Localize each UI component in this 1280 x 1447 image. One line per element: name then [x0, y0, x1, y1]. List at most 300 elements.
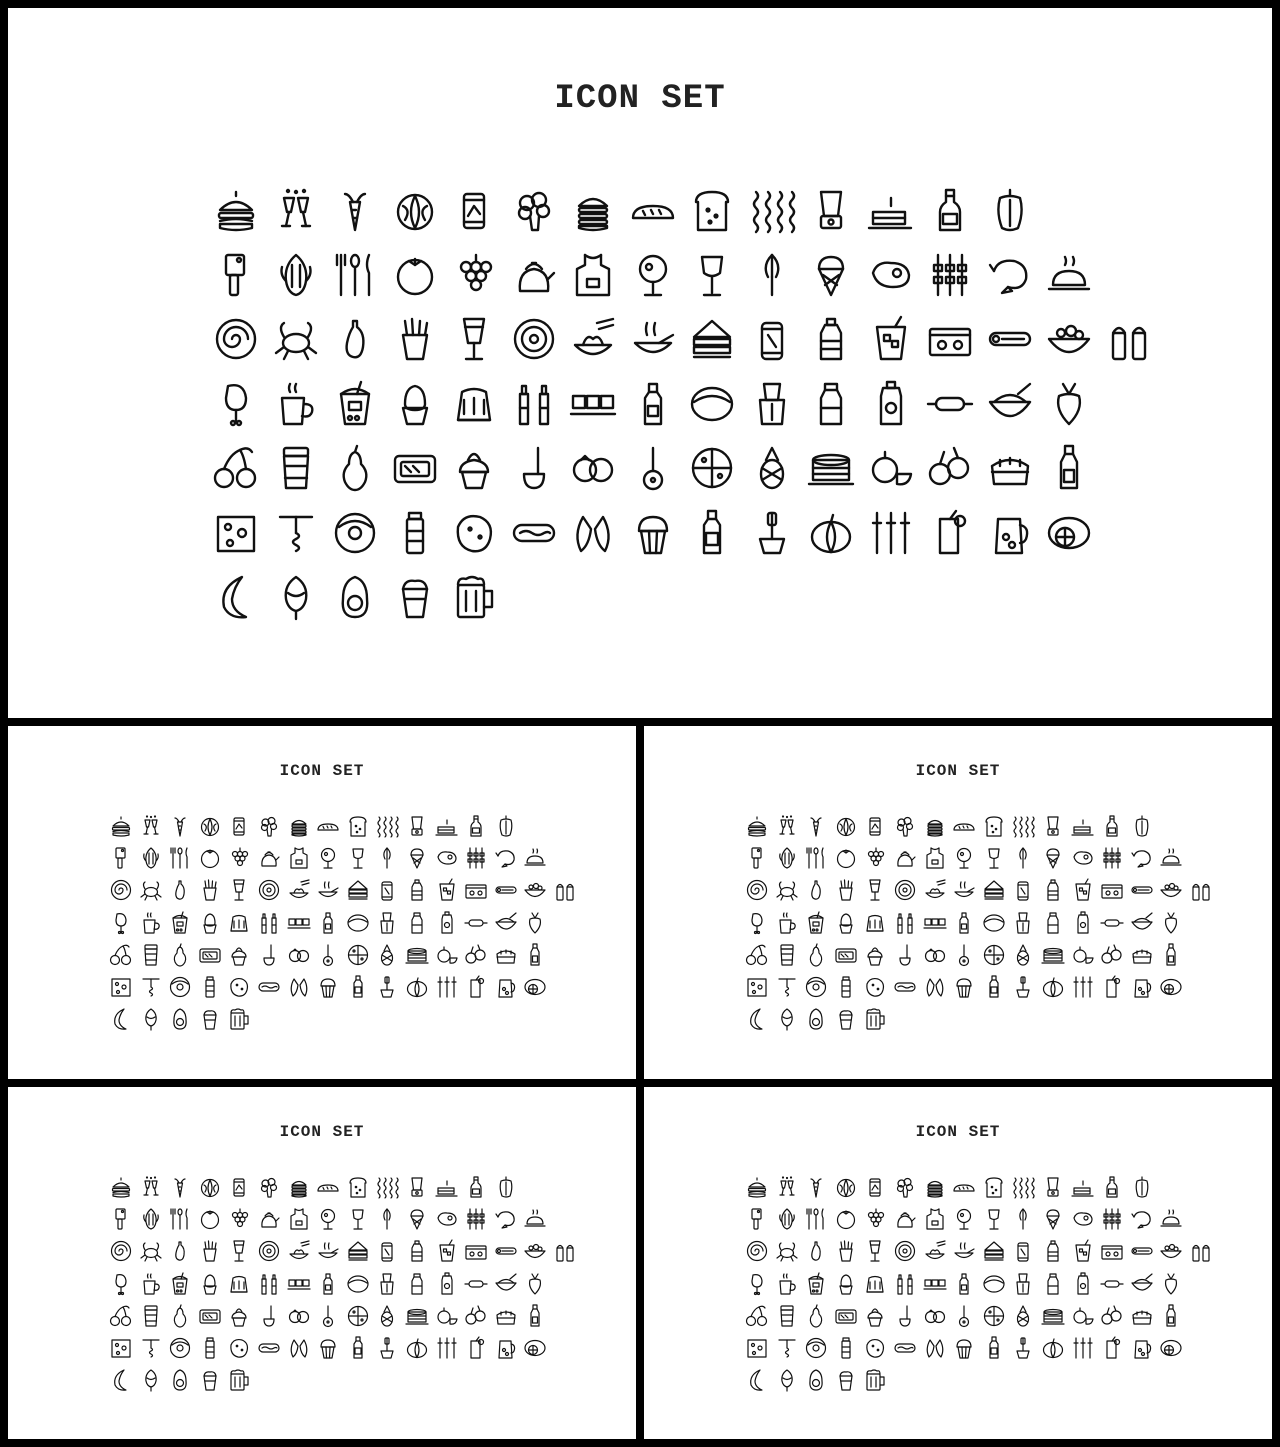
kiwi-icon	[893, 1239, 917, 1263]
tomato-icon	[834, 1207, 858, 1231]
french-fries-icon	[198, 878, 222, 902]
tomato-icon	[198, 846, 222, 870]
burger-icon	[745, 814, 769, 838]
slide-thumbnail-2[interactable]	[644, 726, 1272, 1079]
lemon-icon	[1159, 975, 1183, 999]
sandwich-icon	[982, 878, 1006, 902]
parfait-glass-icon	[227, 1239, 251, 1263]
blender-icon	[807, 186, 855, 234]
muffin-icon	[952, 1336, 976, 1360]
rice-bowl-icon	[1130, 911, 1154, 935]
salt-pepper-icon	[1105, 315, 1153, 363]
pie-icon	[494, 943, 518, 967]
beer-mug-icon	[863, 1007, 887, 1031]
muffin-icon	[316, 975, 340, 999]
donut-icon	[331, 509, 379, 557]
eggplant-icon	[331, 315, 379, 363]
corkscrew-icon	[775, 1336, 799, 1360]
water-bottle-icon	[1041, 878, 1065, 902]
champagne-glasses-icon	[775, 1175, 799, 1199]
mussels-icon	[287, 975, 311, 999]
cinnamon-roll-icon	[745, 878, 769, 902]
boiled-egg-icon	[834, 911, 858, 935]
cutlery-icon	[804, 846, 828, 870]
toast-icon	[346, 1175, 370, 1199]
broccoli-icon	[257, 814, 281, 838]
apron-icon	[569, 251, 617, 299]
banana-icon	[212, 573, 260, 621]
masher-icon	[375, 1336, 399, 1360]
champagne-glasses-icon	[139, 1175, 163, 1199]
tomatoes-icon	[923, 1304, 947, 1328]
cheese-icon	[109, 1336, 133, 1360]
grill-tray-icon	[834, 943, 858, 967]
chicken-leg-icon	[109, 1272, 133, 1296]
bell-pepper-icon	[494, 814, 518, 838]
toast-icon	[982, 814, 1006, 838]
hot-mug-icon	[139, 911, 163, 935]
slide-thumbnail-4[interactable]	[644, 1087, 1272, 1439]
juice-jug-icon	[494, 975, 518, 999]
double-burger-icon	[569, 186, 617, 234]
sushi-rolls-icon	[287, 911, 311, 935]
donut-icon	[804, 1336, 828, 1360]
hot-soup-icon	[316, 878, 340, 902]
citrus-fruits-icon	[435, 943, 459, 967]
corn-icon	[139, 846, 163, 870]
shrimp-icon	[494, 846, 518, 870]
tomatoes-icon	[569, 444, 617, 492]
crab-icon	[139, 878, 163, 902]
pizza-cutter-icon	[629, 444, 677, 492]
cutlery-icon	[168, 1207, 192, 1231]
double-burger-icon	[287, 814, 311, 838]
juicer-icon	[1011, 1272, 1035, 1296]
french-fries-icon	[834, 878, 858, 902]
lemonade-glass-icon	[464, 975, 488, 999]
pumpkin-icon	[405, 1336, 429, 1360]
cake-slice-icon	[1071, 1175, 1095, 1199]
slide-main[interactable]	[8, 8, 1272, 718]
pie-icon	[986, 444, 1034, 492]
plums-icon	[464, 1304, 488, 1328]
steak-icon	[1071, 1207, 1095, 1231]
french-fries-icon	[198, 1239, 222, 1263]
shrimp-icon	[1130, 846, 1154, 870]
sports-bottle-icon	[1071, 911, 1095, 935]
liquor-bottle-icon	[688, 509, 736, 557]
fork-set-icon	[435, 975, 459, 999]
banana-icon	[745, 1007, 769, 1031]
french-fries-icon	[391, 315, 439, 363]
parfait-glass-icon	[450, 315, 498, 363]
pear-icon	[804, 943, 828, 967]
slide-thumbnail-3[interactable]	[8, 1087, 636, 1439]
ice-cream-cone-icon	[807, 251, 855, 299]
cinnamon-roll-icon	[109, 1239, 133, 1263]
blender-icon	[405, 1175, 429, 1199]
wine-glass-icon	[688, 251, 736, 299]
lemon-icon	[523, 975, 547, 999]
soy-sauce-bottle-icon	[1159, 943, 1183, 967]
mussels-icon	[923, 1336, 947, 1360]
lunch-box-icon	[464, 1239, 488, 1263]
donut-icon	[168, 975, 192, 999]
pineapple-icon	[1011, 1304, 1035, 1328]
bubble-tea-icon	[804, 1272, 828, 1296]
sandwich-icon	[982, 1239, 1006, 1263]
corn-icon	[775, 846, 799, 870]
parfait-glass-icon	[863, 1239, 887, 1263]
cabbage-icon	[834, 814, 858, 838]
champagne-glasses-icon	[139, 814, 163, 838]
hot-dog-icon	[510, 509, 558, 557]
juicer-icon	[375, 1272, 399, 1296]
ladle-icon	[510, 444, 558, 492]
cabbage-icon	[834, 1175, 858, 1199]
roast-dish-icon	[523, 1207, 547, 1231]
oil-bottle-icon	[952, 1272, 976, 1296]
burger-icon	[745, 1175, 769, 1199]
avocado-icon	[804, 1368, 828, 1392]
pudding-icon	[863, 911, 887, 935]
broccoli-icon	[893, 814, 917, 838]
boiled-egg-icon	[198, 1272, 222, 1296]
soy-sauce-bottle-icon	[523, 943, 547, 967]
cleaver-icon	[109, 1207, 133, 1231]
pizza-icon	[346, 1304, 370, 1328]
beer-mug-icon	[227, 1368, 251, 1392]
wine-glass-icon	[346, 1207, 370, 1231]
pepper-grinder-icon	[391, 509, 439, 557]
corn-icon	[139, 1207, 163, 1231]
citrus-fruits-icon	[1071, 1304, 1095, 1328]
milk-bottle-icon	[1041, 1272, 1065, 1296]
lunch-box-icon	[1100, 1239, 1124, 1263]
coffee-cup-icon	[775, 1304, 799, 1328]
bell-pepper-icon	[494, 1175, 518, 1199]
pear-icon	[804, 1304, 828, 1328]
beer-mug-icon	[227, 1007, 251, 1031]
milkshake-icon	[198, 1007, 222, 1031]
soda-can-icon	[748, 315, 796, 363]
mussels-icon	[569, 509, 617, 557]
iced-drink-icon	[1071, 1239, 1095, 1263]
oil-bottle-icon	[316, 1272, 340, 1296]
canned-food-icon	[863, 814, 887, 838]
beer-mug-icon	[450, 573, 498, 621]
mussels-icon	[923, 975, 947, 999]
wine-glass-icon	[982, 846, 1006, 870]
broccoli-icon	[257, 1175, 281, 1199]
cupcake-swirl-icon	[227, 1304, 251, 1328]
boiled-egg-icon	[391, 380, 439, 428]
plums-icon	[926, 444, 974, 492]
cheese-icon	[212, 509, 260, 557]
cherries-icon	[745, 943, 769, 967]
muffin-icon	[316, 1336, 340, 1360]
artichoke-icon	[775, 1368, 799, 1392]
juice-jug-icon	[494, 1336, 518, 1360]
corkscrew-icon	[139, 975, 163, 999]
hot-dog-icon	[893, 975, 917, 999]
pumpkin-icon	[1041, 975, 1065, 999]
bacon-icon	[1011, 1175, 1035, 1199]
avocado-icon	[331, 573, 379, 621]
muffin-icon	[952, 975, 976, 999]
fork-set-icon	[435, 1336, 459, 1360]
artichoke-icon	[139, 1368, 163, 1392]
potato-icon	[450, 509, 498, 557]
hot-mug-icon	[139, 1272, 163, 1296]
parfait-glass-icon	[227, 878, 251, 902]
sushi-rolls-icon	[287, 1272, 311, 1296]
coffee-cup-icon	[139, 1304, 163, 1328]
pudding-icon	[863, 1272, 887, 1296]
toast-icon	[346, 814, 370, 838]
milkshake-icon	[834, 1007, 858, 1031]
masher-icon	[1011, 1336, 1035, 1360]
cutlery-icon	[168, 846, 192, 870]
pancakes-icon	[1041, 1304, 1065, 1328]
lemonade-glass-icon	[926, 509, 974, 557]
spaghetti-icon	[287, 878, 311, 902]
artichoke-icon	[775, 1007, 799, 1031]
juicer-icon	[375, 911, 399, 935]
banana-icon	[745, 1368, 769, 1392]
sports-bottle-icon	[435, 911, 459, 935]
thermometer-icon	[494, 878, 518, 902]
spaghetti-icon	[569, 315, 617, 363]
cleaver-icon	[109, 846, 133, 870]
condiment-bottles-icon	[893, 911, 917, 935]
pizza-cutter-icon	[952, 1304, 976, 1328]
milk-bottle-icon	[405, 1272, 429, 1296]
banana-icon	[109, 1368, 133, 1392]
corkscrew-icon	[272, 509, 320, 557]
cupcake-swirl-icon	[450, 444, 498, 492]
coffee-cup-icon	[775, 943, 799, 967]
canned-food-icon	[227, 814, 251, 838]
plums-icon	[464, 943, 488, 967]
donut-icon	[168, 1336, 192, 1360]
avocado-icon	[804, 1007, 828, 1031]
pancakes-icon	[1041, 943, 1065, 967]
ice-cream-cone-icon	[1041, 1207, 1065, 1231]
melon-icon	[982, 1272, 1006, 1296]
liquor-bottle-icon	[982, 1336, 1006, 1360]
condiment-bottles-icon	[257, 1272, 281, 1296]
milkshake-icon	[198, 1368, 222, 1392]
liquor-bottle-icon	[346, 1336, 370, 1360]
liquor-bottle-icon	[346, 975, 370, 999]
pineapple-icon	[748, 444, 796, 492]
whisk-icon	[1011, 1207, 1035, 1231]
grill-tray-icon	[834, 1304, 858, 1328]
melon-icon	[346, 1272, 370, 1296]
shrimp-icon	[986, 251, 1034, 299]
carrot-icon	[804, 814, 828, 838]
condiment-bottles-icon	[257, 911, 281, 935]
corn-icon	[272, 251, 320, 299]
slide-title: ICON SET	[915, 762, 1001, 780]
melon-icon	[688, 380, 736, 428]
slide-thumbnail-1[interactable]	[8, 726, 636, 1079]
turnip-icon	[1159, 911, 1183, 935]
kettle-icon	[257, 1207, 281, 1231]
avocado-icon	[168, 1368, 192, 1392]
lemonade-glass-icon	[1100, 975, 1124, 999]
milk-bottle-icon	[1041, 911, 1065, 935]
rolling-pin-icon	[464, 911, 488, 935]
water-bottle-icon	[1041, 1239, 1065, 1263]
turnip-icon	[523, 1272, 547, 1296]
kettle-icon	[893, 1207, 917, 1231]
tomatoes-icon	[287, 943, 311, 967]
tomato-icon	[834, 846, 858, 870]
skewers-icon	[464, 1207, 488, 1231]
salad-bowl-icon	[1159, 878, 1183, 902]
juice-jug-icon	[1130, 1336, 1154, 1360]
rolling-pin-icon	[926, 380, 974, 428]
juicer-icon	[1011, 911, 1035, 935]
thermometer-icon	[1130, 1239, 1154, 1263]
bubble-tea-icon	[331, 380, 379, 428]
lemonade-glass-icon	[464, 1336, 488, 1360]
cake-slice-icon	[435, 814, 459, 838]
parfait-glass-icon	[863, 878, 887, 902]
pepper-grinder-icon	[834, 1336, 858, 1360]
cupcake-swirl-icon	[863, 1304, 887, 1328]
steak-icon	[435, 846, 459, 870]
carrot-icon	[804, 1175, 828, 1199]
pumpkin-icon	[807, 509, 855, 557]
turnip-icon	[523, 911, 547, 935]
pancakes-icon	[405, 943, 429, 967]
double-burger-icon	[287, 1175, 311, 1199]
burger-icon	[109, 1175, 133, 1199]
apron-icon	[923, 1207, 947, 1231]
slide-title: ICON SET	[279, 762, 365, 780]
grill-tray-icon	[198, 1304, 222, 1328]
toast-icon	[688, 186, 736, 234]
cocktail-glass-icon	[952, 846, 976, 870]
cake-slice-icon	[1071, 814, 1095, 838]
turnip-icon	[1045, 380, 1093, 428]
iced-drink-icon	[435, 1239, 459, 1263]
bell-pepper-icon	[1130, 1175, 1154, 1199]
rice-bowl-icon	[494, 911, 518, 935]
bread-loaf-icon	[316, 1175, 340, 1199]
salad-bowl-icon	[523, 1239, 547, 1263]
roast-dish-icon	[1159, 1207, 1183, 1231]
pineapple-icon	[375, 943, 399, 967]
crab-icon	[139, 1239, 163, 1263]
soda-can-icon	[375, 1239, 399, 1263]
cinnamon-roll-icon	[212, 315, 260, 363]
potato-icon	[863, 1336, 887, 1360]
lunch-box-icon	[464, 878, 488, 902]
eggplant-icon	[804, 1239, 828, 1263]
sports-bottle-icon	[867, 380, 915, 428]
avocado-icon	[168, 1007, 192, 1031]
boiled-egg-icon	[198, 911, 222, 935]
rolling-pin-icon	[1100, 911, 1124, 935]
bubble-tea-icon	[168, 911, 192, 935]
hot-soup-icon	[629, 315, 677, 363]
cheese-icon	[745, 1336, 769, 1360]
thermometer-icon	[986, 315, 1034, 363]
canned-food-icon	[450, 186, 498, 234]
pancakes-icon	[807, 444, 855, 492]
steak-icon	[435, 1207, 459, 1231]
pizza-icon	[982, 1304, 1006, 1328]
crab-icon	[272, 315, 320, 363]
bubble-tea-icon	[168, 1272, 192, 1296]
coffee-cup-icon	[272, 444, 320, 492]
hot-dog-icon	[257, 1336, 281, 1360]
milk-bottle-icon	[807, 380, 855, 428]
sandwich-icon	[346, 878, 370, 902]
grapes-icon	[227, 846, 251, 870]
bacon-icon	[1011, 814, 1035, 838]
cabbage-icon	[198, 814, 222, 838]
canned-food-icon	[227, 1175, 251, 1199]
hot-mug-icon	[775, 1272, 799, 1296]
crab-icon	[775, 1239, 799, 1263]
turnip-icon	[1159, 1272, 1183, 1296]
bread-loaf-icon	[952, 1175, 976, 1199]
lemon-icon	[1159, 1336, 1183, 1360]
cinnamon-roll-icon	[109, 878, 133, 902]
bell-pepper-icon	[1130, 814, 1154, 838]
pancakes-icon	[405, 1304, 429, 1328]
juice-jug-icon	[1130, 975, 1154, 999]
whisk-icon	[375, 1207, 399, 1231]
ice-cream-cone-icon	[405, 846, 429, 870]
kettle-icon	[257, 846, 281, 870]
spaghetti-icon	[923, 1239, 947, 1263]
broccoli-icon	[893, 1175, 917, 1199]
mussels-icon	[287, 1336, 311, 1360]
soda-can-icon	[375, 878, 399, 902]
pizza-icon	[346, 943, 370, 967]
slide-title: ICON SET	[279, 1123, 365, 1141]
cocktail-glass-icon	[629, 251, 677, 299]
thermometer-icon	[1130, 878, 1154, 902]
ice-cream-cone-icon	[1041, 846, 1065, 870]
kiwi-icon	[257, 1239, 281, 1263]
boiled-egg-icon	[834, 1272, 858, 1296]
cake-slice-icon	[867, 186, 915, 234]
hot-dog-icon	[893, 1336, 917, 1360]
cocktail-glass-icon	[316, 846, 340, 870]
sauce-bottle-icon	[926, 186, 974, 234]
sauce-bottle-icon	[1100, 1175, 1124, 1199]
milkshake-icon	[391, 573, 439, 621]
kiwi-icon	[510, 315, 558, 363]
kiwi-icon	[257, 878, 281, 902]
spaghetti-icon	[923, 878, 947, 902]
burger-icon	[212, 186, 260, 234]
sauce-bottle-icon	[1100, 814, 1124, 838]
bread-loaf-icon	[952, 814, 976, 838]
skewers-icon	[926, 251, 974, 299]
donut-icon	[804, 975, 828, 999]
tomatoes-icon	[923, 943, 947, 967]
oil-bottle-icon	[952, 911, 976, 935]
cherries-icon	[109, 1304, 133, 1328]
